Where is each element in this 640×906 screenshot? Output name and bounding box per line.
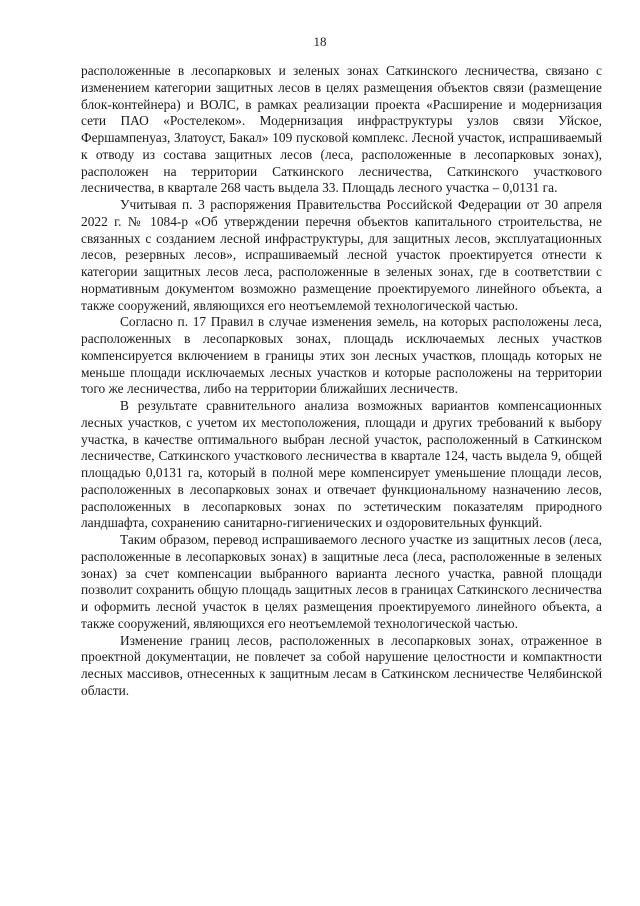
paragraph-2: Учитывая п. 3 распоряжения Правительства Российской Федерации от 30 апреля 2022 г. № 1084-р «Об утверждении перечня объектов капитального строительства, не связанных с созданием лесной инфраструктуры, для защитных лесов, эксплуатационных лесов, резервных лесов», испрашиваемый лесной участок проектируется отнести к категории защитных лесов леса, расположенные в зеленых зонах, где в соответствии с нормативным документом возможно размещение проектируемого линейного объекта, а также сооружений, являющихся его неотъемлемой технологической частью. <box>81 197 602 313</box>
paragraph-1: расположенные в лесопарковых и зеленых зонах Саткинского лесничества, связано с изменением категории защитных лесов в целях размещения объектов связи (размещение блок-контейнера) и ВОЛС, в рамках реализации проекта «Расширение и модернизация сети ПАО «Ростелеком». Модернизация инфраструктуры узлов связи Уйское, Фершампенуаз, Златоуст, Бакал» 109 пусковой комплекс. Лесной участок, испрашиваемый к отводу из состава защитных лесов (леса, расположенные в лесопарковых зонах), расположен на территории Саткинского лесничества, Саткинского участкового лесничества, в квартале 268 часть выдела 33. Площадь лесного участка – 0,0131 га. <box>81 63 602 196</box>
paragraph-4: В результате сравнительного анализа возможных вариантов компенсационных лесных участков, с учетом их местоположения, площади и других требований к выбору участка, в качестве оптимального выбран лесной участок, расположенный в Саткинском лесничестве, Саткинского участкового лесничества в квартале 124, часть выдела 9, общей площадью 0,0131 га, который в полной мере компенсирует уменьшение площади лесов, расположенных в лесопарковых зонах и отвечает функциональному назначению лесов, расположенных в лесопарковых зонах по эстетическим показателям природного ландшафта, сохранению санитарно-гигиенических и оздоровительных функций. <box>81 398 602 531</box>
page-number: 18 <box>313 34 327 49</box>
paragraph-6: Изменение границ лесов, расположенных в лесопарковых зонах, отраженное в проектной документации, не повлечет за собой нарушение целостности и компактности лесных массивов, отнесенных к защитным лесам в Саткинском лесничестве Челябинской области. <box>81 632 602 698</box>
body-text <box>81 63 602 700</box>
paragraph-3: Согласно п. 17 Правил в случае изменения земель, на которых расположены леса, расположенных в лесопарковых зонах, площадь исключаемых лесных участков компенсируется включением в границы этих зон лесных участков, площадь которых не меньше площади исключаемых лесных участков и которые расположены на территории того же лесничества, либо на территории ближайших лесничеств. <box>81 314 602 397</box>
paragraph-5: Таким образом, перевод испрашиваемого лесного участке из защитных лесов (леса, расположенные в лесопарковых зонах) в защитные леса (леса, расположенные в зеленых зонах) за счет компенсации выбранного варианта лесного участка, равной площади позволит сохранить общую площадь защитных лесов в границах Саткинского лесничества и оформить лесной участок в целях размещения проектируемого линейного объекта, а также сооружений, являющихся его неотъемлемой технологической частью. <box>81 532 602 631</box>
